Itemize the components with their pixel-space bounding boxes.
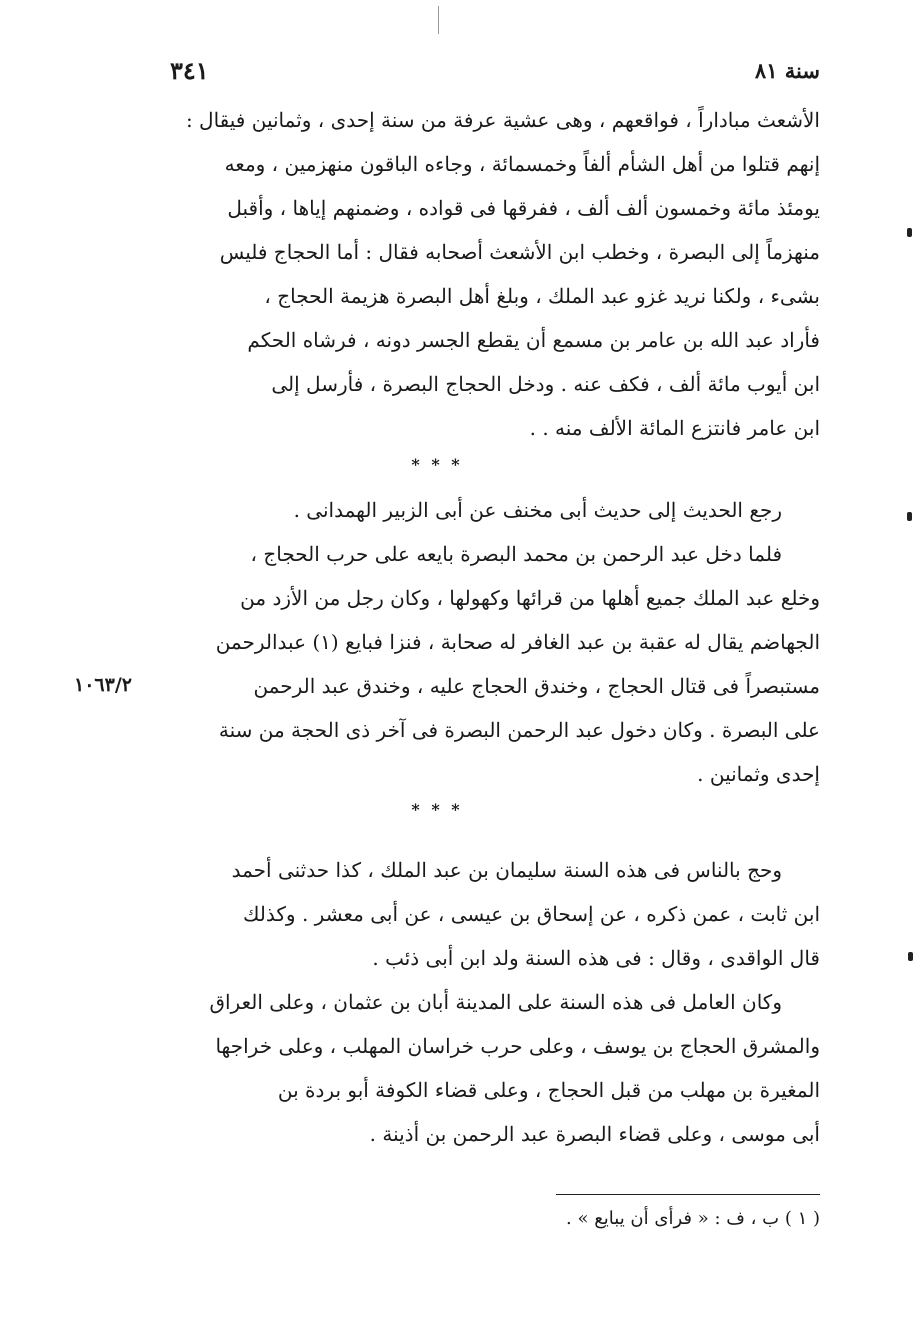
- text-line: على البصرة . وكان دخول عبد الرحمن البصرة فى آخر ذى الحجة من سنة: [218, 718, 820, 742]
- text-line: يومئذ مائة وخمسون ألف ألف ، ففرقها فى قواده ، وضمنهم إياها ، وأقبل: [227, 196, 820, 220]
- text-line: الجهاضم يقال له عقبة بن عبد الغافر له صحابة ، فنزا فبايع (١) عبدالرحمن: [215, 630, 820, 654]
- text-line: أبى موسى ، وعلى قضاء البصرة عبد الرحمن بن أذينة .: [369, 1122, 820, 1146]
- edge-mark: [908, 952, 913, 961]
- text-line: وكان العامل فى هذه السنة على المدينة أبان بن عثمان ، وعلى العراق: [209, 990, 782, 1014]
- text-line: ابن ثابت ، عمن ذكره ، عن إسحاق بن عيسى ، عن أبى معشر . وكذلك: [242, 902, 820, 926]
- text-line: والمشرق الحجاج بن يوسف ، وعلى حرب خراسان المهلب ، وعلى خراجها: [215, 1034, 820, 1058]
- text-line: ابن عامر فانتزع المائة الألف منه . .: [529, 416, 820, 440]
- text-line: قال الواقدى ، وقال : فى هذه السنة ولد ابن أبى ذئب .: [372, 946, 820, 970]
- text-line: إحدى وثمانين .: [697, 762, 820, 786]
- text-line: الأشعث مباداراً ، فواقعهم ، وهى عشية عرفة من سنة إحدى ، وثمانين فيقال :: [185, 108, 820, 132]
- edge-mark: [907, 512, 912, 521]
- paragraph-block-1: [168, 98, 820, 450]
- page-number: ٣٤١: [170, 56, 209, 85]
- text-line: ابن أيوب مائة ألف ، فكف عنه . ودخل الحجاج البصرة ، فأرسل إلى: [271, 372, 820, 396]
- text-line: المغيرة بن مهلب من قبل الحجاج ، وعلى قضاء الكوفة أبو بردة بن: [277, 1078, 820, 1102]
- paragraph-block-2: [168, 488, 820, 796]
- section-separator: * * *: [411, 455, 463, 474]
- edge-mark: [907, 228, 912, 237]
- top-crease-mark: [438, 6, 439, 34]
- text-line: وحج بالناس فى هذه السنة سليمان بن عبد الملك ، كذا حدثنى أحمد: [231, 858, 782, 882]
- footnote-rule: [556, 1194, 820, 1195]
- paragraph-block-3: [168, 848, 820, 1156]
- margin-reference: ١٠٦٣/٢: [74, 674, 132, 696]
- text-line: فلما دخل عبد الرحمن بن محمد البصرة بايعه على حرب الحجاج ،: [250, 542, 782, 566]
- text-line: رجع الحديث إلى حديث أبى مخنف عن أبى الزبير الهمدانى .: [293, 498, 782, 522]
- section-separator: * * *: [411, 800, 463, 819]
- year-label: سنة ٨١: [754, 58, 820, 83]
- footnote: ( ١ ) ب ، ف : « فرأى أن يبايع » .: [566, 1208, 820, 1229]
- text-line: مستبصراً فى قتال الحجاج ، وخندق الحجاج عليه ، وخندق عبد الرحمن: [253, 674, 820, 698]
- text-line: بشىء ، ولكنا نريد غزو عبد الملك ، وبلغ أهل البصرة هزيمة الحجاج ،: [264, 284, 820, 308]
- text-line: إنهم قتلوا من أهل الشأم ألفاً وخمسمائة ، وجاءه الباقون منهزمين ، ومعه: [224, 152, 820, 176]
- page-header: [170, 58, 820, 88]
- text-line: فأراد عبد الله بن عامر بن مسمع أن يقطع الجسر دونه ، فرشاه الحكم: [247, 328, 820, 352]
- text-line: منهزماً إلى البصرة ، وخطب ابن الأشعث أصحابه فقال : أما الحجاج فليس: [219, 240, 820, 264]
- text-line: وخلع عبد الملك جميع أهلها من قرائها وكهولها ، وكان رجل من الأزد من: [240, 586, 820, 610]
